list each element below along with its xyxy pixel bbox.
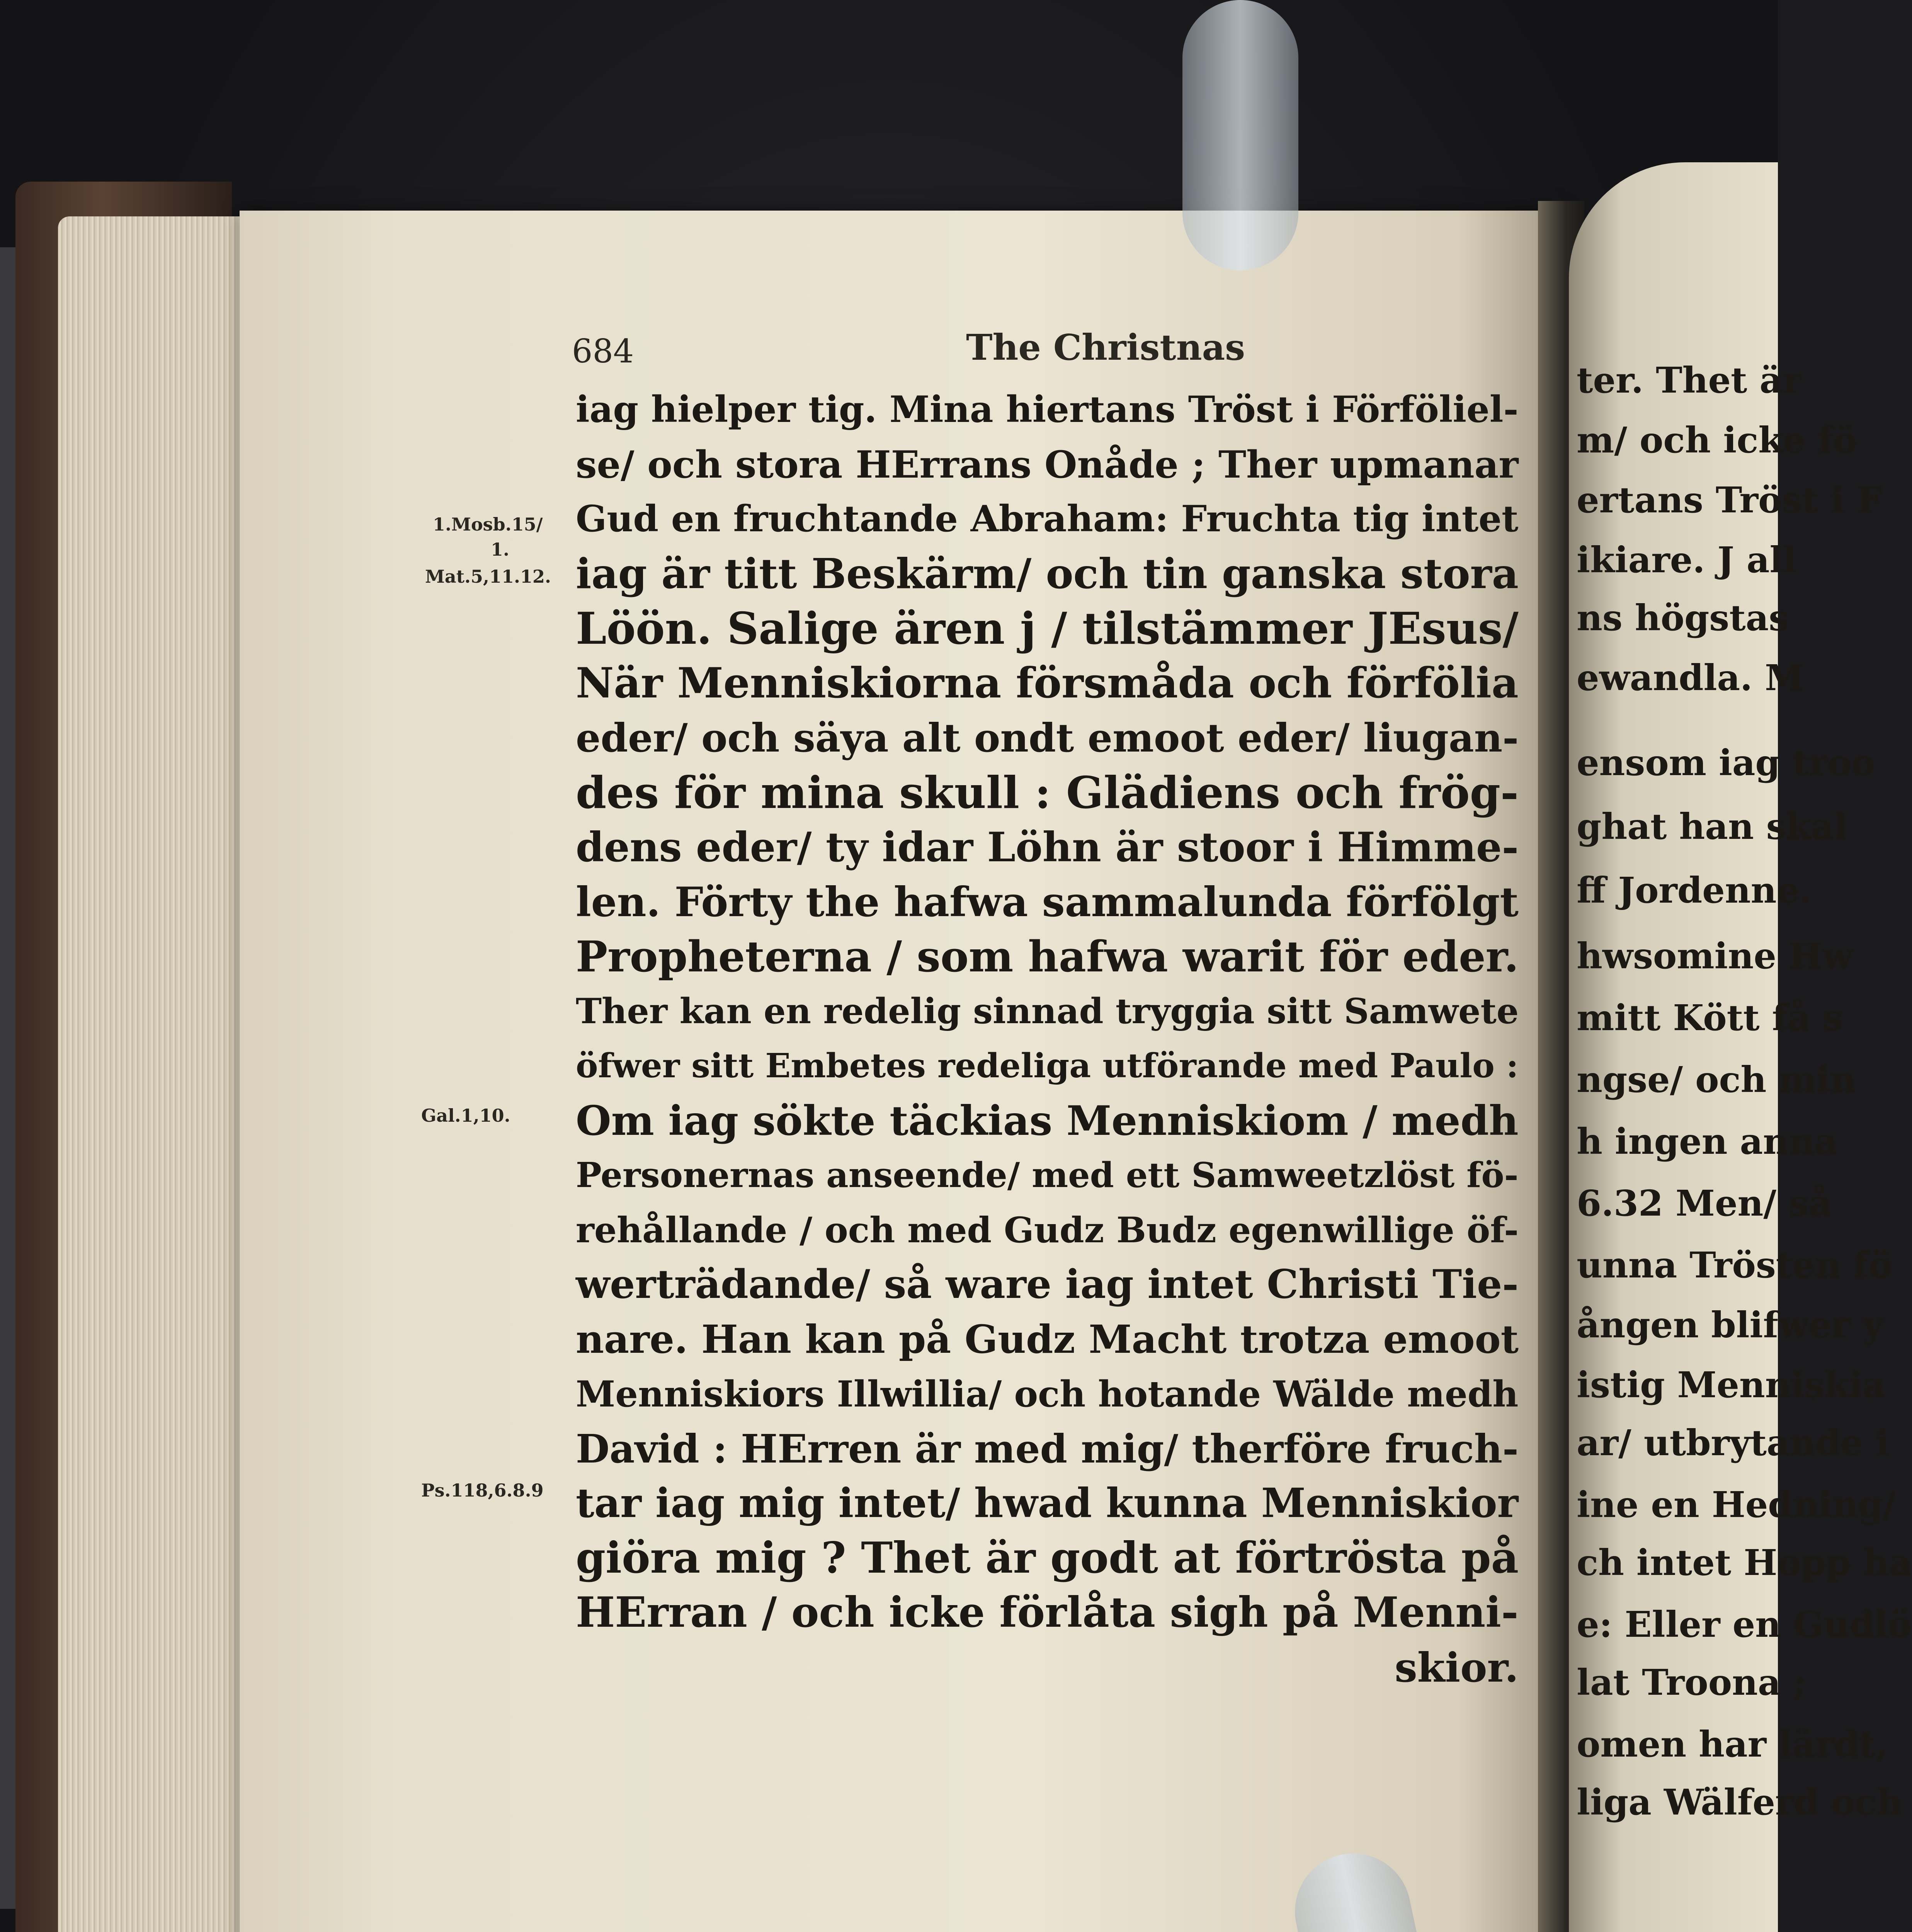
text-line: David : HErren är med mig/ therföre fruch- (576, 1425, 1519, 1472)
text-line: Menniskiors Illwillia/ och hotande Wälde medh (576, 1373, 1519, 1415)
right-page-line: istig Menniskia (1577, 1364, 1886, 1406)
right-page-line: ensom iag troo (1577, 742, 1875, 784)
margin-reference: 1. (491, 539, 510, 560)
text-line: des för mina skull : Glädiens och frög- (576, 766, 1519, 818)
text-line: len. Förty the hafwa sammalunda förfölgt (576, 878, 1519, 926)
right-page-line: ghat han skal (1577, 806, 1847, 847)
right-page-line: ff Jordenne. (1577, 869, 1812, 911)
margin-reference: Mat.5,11.12. (425, 566, 551, 587)
text-line: Gud en fruchtande Abraham: Fruchta tig intet (576, 498, 1519, 540)
text-line: dens eder/ ty idar Löhn är stoor i Himme- (576, 823, 1519, 871)
page-clip-top (1182, 0, 1298, 270)
right-page-line: ine en Hedning/ (1577, 1484, 1896, 1526)
right-page-line: unna Trösten fö (1577, 1244, 1892, 1286)
right-page-line: ngse/ och min (1577, 1059, 1856, 1100)
text-line: Ther kan en redelig sinnad tryggia sitt Samwete (576, 990, 1519, 1032)
text-line: werträdande/ så ware iag intet Christi Tie- (576, 1261, 1519, 1308)
text-line: Personernas anseende/ med ett Samweetzlöst fö- (576, 1155, 1519, 1195)
right-page-line: e: Eller en Gudlö (1577, 1604, 1912, 1645)
text-line: eder/ och säya alt ondt emoot eder/ liugan- (576, 715, 1519, 761)
text-line: HErran / och icke förlåta sigh på Menni- (576, 1588, 1519, 1637)
text-line: öfwer sitt Embetes redeliga utförande med Paulo : (576, 1046, 1519, 1085)
text-line: tar iag mig intet/ hwad kunna Menniskior (576, 1480, 1519, 1527)
right-page-line: lat Troona ; (1577, 1662, 1807, 1703)
margin-reference: Ps.118,6.8.9 (421, 1480, 544, 1501)
right-page-line: ången blifwer y (1577, 1304, 1883, 1346)
page-number: 684 (572, 332, 634, 370)
right-page-line: 6.32 Men/ så (1577, 1182, 1832, 1224)
text-line: Om iag sökte täckias Menniskiom / medh (576, 1096, 1519, 1145)
margin-reference: Gal.1,10. (421, 1105, 510, 1126)
text-line: se/ och stora HErrans Onåde ; Ther upmanar (576, 442, 1519, 486)
text-line: nare. Han kan på Gudz Macht trotza emoot (576, 1316, 1519, 1362)
text-line: iag är titt Beskärm/ och tin ganska stora (576, 549, 1519, 598)
right-page-line: ertans Tröst i F (1577, 479, 1882, 521)
right-page-line: ns högstas (1577, 597, 1789, 639)
text-line: När Menniskiorna försmåda och förfölia (576, 658, 1519, 707)
text-line: Löön. Salige ären j / tilstämmer JEsus/ (576, 603, 1519, 654)
right-page-line: ewandla. M (1577, 657, 1805, 699)
text-line: skior. (1395, 1643, 1519, 1691)
right-page-line: hwsomine Hw (1577, 935, 1853, 977)
right-page-line: omen har lärdt, (1577, 1723, 1888, 1765)
page-block-edges (58, 216, 247, 1932)
margin-reference: 1.Mosb.15/ (433, 514, 543, 535)
right-page-line: ikiare. J all (1577, 539, 1797, 581)
right-page-line: ar/ utbrytande i (1577, 1422, 1889, 1464)
right-page-line: liga Wälferd och (1577, 1781, 1902, 1823)
text-line: Propheterna / som hafwa warit för eder. (576, 932, 1519, 981)
text-line: iag hielper tig. Mina hiertans Tröst i Förföliel- (576, 388, 1519, 431)
text-line: giöra mig ? Thet är godt at förtrösta på (576, 1532, 1519, 1583)
main-text-block (576, 383, 1519, 1695)
right-page-line: m/ och icke fö (1577, 419, 1857, 461)
right-page-line: ter. Thet är (1577, 359, 1801, 401)
text-line: rehållande / och med Gudz Budz egenwillige öf- (576, 1209, 1519, 1251)
right-page-line: h ingen anna (1577, 1121, 1838, 1162)
running-title: The Christnas (966, 327, 1245, 368)
right-page-line: mitt Kött få s (1577, 997, 1843, 1039)
right-page-line: ch intet Hopp ha (1577, 1542, 1912, 1583)
